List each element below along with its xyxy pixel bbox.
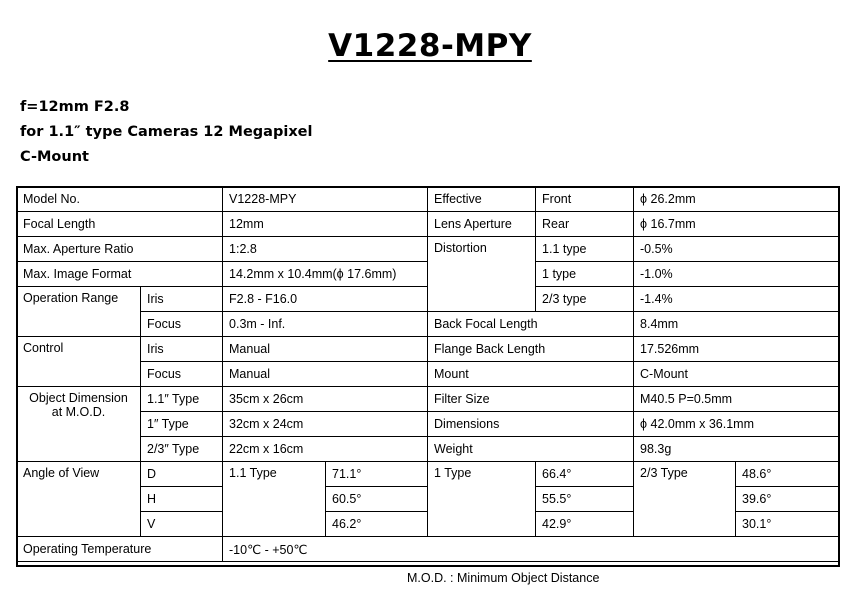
spec-table (16, 186, 839, 562)
angle-value: 46.2° (326, 512, 428, 537)
title-text: V1228-MPY (328, 28, 532, 64)
table-row (17, 437, 839, 462)
model-no-label: Model No. (17, 187, 223, 212)
table-row (17, 312, 839, 337)
subtitle-line: C-Mount (20, 149, 89, 165)
angle-value: 48.6° (736, 462, 839, 487)
weight-value: 98.3g (634, 437, 839, 462)
operation-range-label: Operation Range (17, 287, 141, 337)
distortion-value: -1.4% (634, 287, 839, 312)
distortion-value: -0.5% (634, 237, 839, 262)
weight-label: Weight (428, 437, 634, 462)
document-title (0, 28, 860, 64)
subtitle-line: f=12mm F2.8 (20, 99, 130, 115)
lens-aperture-label: Lens Aperture (428, 212, 536, 237)
angle-value: 30.1° (736, 512, 839, 537)
operating-temperature-label: Operating Temperature (17, 537, 223, 562)
rear-value: ϕ 16.7mm (634, 212, 839, 237)
table-row (17, 387, 839, 412)
mount-label: Mount (428, 362, 634, 387)
operation-iris-label: Iris (141, 287, 223, 312)
filter-size-label: Filter Size (428, 387, 634, 412)
operation-focus-value: 0.3m - Inf. (223, 312, 428, 337)
filter-size-value: M40.5 P=0.5mm (634, 387, 839, 412)
subtitle-block (20, 95, 312, 170)
object-dimension-type: 1.1″ Type (141, 387, 223, 412)
angle-dir: H (141, 487, 223, 512)
back-focal-length-value: 8.4mm (634, 312, 839, 337)
table-row (17, 412, 839, 437)
angle-value: 55.5° (536, 487, 634, 512)
object-dimension-value: 32cm x 24cm (223, 412, 428, 437)
operation-focus-label: Focus (141, 312, 223, 337)
flange-back-label: Flange Back Length (428, 337, 634, 362)
max-image-format-label: Max. Image Format (17, 262, 223, 287)
angle-value: 71.1° (326, 462, 428, 487)
angle-value: 60.5° (326, 487, 428, 512)
angle-dir: V (141, 512, 223, 537)
table-row (17, 237, 839, 262)
table-row (17, 462, 839, 487)
distortion-type: 1 type (536, 262, 634, 287)
rear-label: Rear (536, 212, 634, 237)
max-image-format-value: 14.2mm x 10.4mm(ϕ 17.6mm) (223, 262, 428, 287)
subtitle-line: for 1.1″ type Cameras 12 Megapixel (20, 124, 313, 140)
control-focus-value: Manual (223, 362, 428, 387)
angle-of-view-label: Angle of View (17, 462, 141, 537)
control-focus-label: Focus (141, 362, 223, 387)
operation-iris-value: F2.8 - F16.0 (223, 287, 428, 312)
model-no-value: V1228-MPY (223, 187, 428, 212)
footnote: M.O.D. : Minimum Object Distance (407, 571, 600, 585)
distortion-label: Distortion (428, 237, 536, 312)
control-iris-value: Manual (223, 337, 428, 362)
angle-value: 39.6° (736, 487, 839, 512)
object-dimension-label-line: Object Dimension (29, 391, 128, 405)
flange-back-value: 17.526mm (634, 337, 839, 362)
table-row (17, 212, 839, 237)
object-dimension-value: 22cm x 16cm (223, 437, 428, 462)
angle-value: 66.4° (536, 462, 634, 487)
front-value: ϕ 26.2mm (634, 187, 839, 212)
object-dimension-type: 1″ Type (141, 412, 223, 437)
max-aperture-label: Max. Aperture Ratio (17, 237, 223, 262)
dimensions-value: ϕ 42.0mm x 36.1mm (634, 412, 839, 437)
front-label: Front (536, 187, 634, 212)
distortion-value: -1.0% (634, 262, 839, 287)
object-dimension-label-line: at M.O.D. (51, 405, 106, 419)
effective-label: Effective (428, 187, 536, 212)
object-dimension-type: 2/3″ Type (141, 437, 223, 462)
back-focal-length-label: Back Focal Length (428, 312, 634, 337)
table-row (17, 337, 839, 362)
control-iris-label: Iris (141, 337, 223, 362)
table-row (17, 187, 839, 212)
angle-value: 42.9° (536, 512, 634, 537)
focal-length-value: 12mm (223, 212, 428, 237)
table-row (17, 362, 839, 387)
operating-temperature-value: -10℃ - +50℃ (223, 537, 839, 562)
max-aperture-value: 1:2.8 (223, 237, 428, 262)
angle-group-label: 1.1 Type (223, 462, 326, 537)
distortion-type: 1.1 type (536, 237, 634, 262)
object-dimension-label (17, 387, 141, 462)
control-label: Control (17, 337, 141, 387)
table-row (17, 537, 839, 562)
focal-length-label: Focal Length (17, 212, 223, 237)
angle-group-label: 1 Type (428, 462, 536, 537)
angle-group-label: 2/3 Type (634, 462, 736, 537)
distortion-type: 2/3 type (536, 287, 634, 312)
dimensions-label: Dimensions (428, 412, 634, 437)
mount-value: C-Mount (634, 362, 839, 387)
object-dimension-value: 35cm x 26cm (223, 387, 428, 412)
angle-dir: D (141, 462, 223, 487)
